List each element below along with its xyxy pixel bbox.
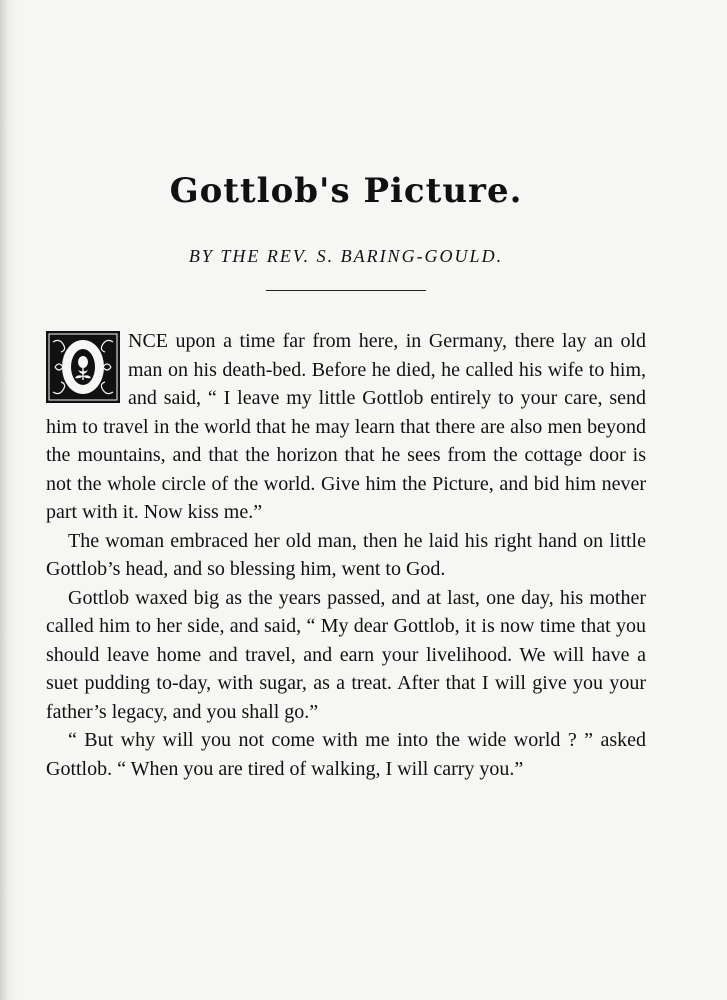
chapter-title: Gottlob's Picture.: [169, 171, 523, 211]
paragraph-1: [46, 327, 646, 527]
paragraph-4: “ But why will you not come with me into the wide world ? ” asked Gottlob. “ When you are tired of walking, I will carry you.”: [46, 729, 646, 780]
title-divider: [266, 290, 426, 291]
paragraph-1-text: NCE upon a time far from here, in Germany, there lay an old man on his death-bed. Before he died, he called his wife to him, and said, “ I leave my little Gottlob entirely to your care, send him to travel in the world that he may learn that there are also men beyond the mountains, and that the horizon that he sees from the cottage door is not the whole circle of the world. Give him the Picture, and bid him never part with it. Now kiss me.”: [46, 330, 646, 523]
paragraph-2: The woman embraced her old man, then he laid his right hand on little Gottlob’s head, and so blessing him, went to God.: [46, 529, 646, 580]
page-edge-shadow: [0, 0, 18, 1000]
author-byline: BY THE REV. S. BARING-GOULD.: [188, 246, 504, 266]
drop-cap-ornament: [46, 331, 120, 403]
story-text: [46, 327, 646, 783]
book-page: [46, 160, 646, 783]
paragraph-3: Gottlob waxed big as the years passed, and at last, one day, his mother called him to her side, and said, “ My dear Gottlob, it is now time that you should leave home and travel, and earn your livelihood. We will have a suet pudding to-day, with sugar, as a treat. After that I will give you your father’s legacy, and you shall go.”: [46, 586, 646, 723]
